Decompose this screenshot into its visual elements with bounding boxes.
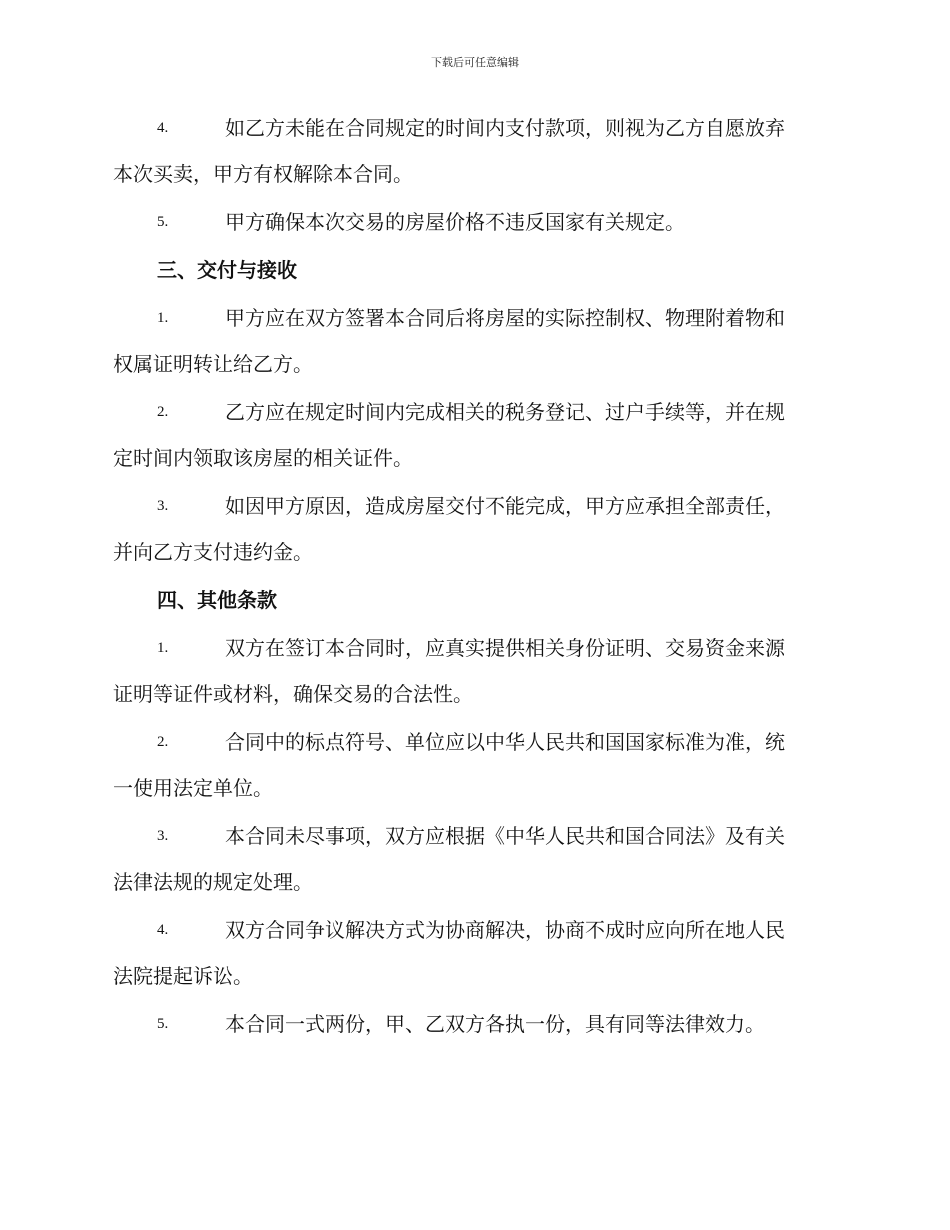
clause-text: 甲方应在双方签署本合同后将房屋的实际控制权、物理附着物和 bbox=[225, 306, 785, 330]
clause-item bbox=[113, 916, 838, 990]
clause-text: 合同中的标点符号、单位应以中华人民共和国国家标准为准，统 bbox=[225, 730, 785, 754]
clause-continuation-line: 权属证明转让给乙方。 bbox=[113, 352, 313, 376]
clause-number: 3. bbox=[157, 828, 169, 844]
clause-line bbox=[113, 304, 838, 332]
clause-continuation-line: 一使用法定单位。 bbox=[113, 776, 273, 800]
clause-number: 5. bbox=[157, 1016, 169, 1032]
clause-line bbox=[113, 916, 838, 944]
clause-line bbox=[113, 728, 838, 756]
clause-number: 2. bbox=[157, 734, 169, 750]
clause-text: 甲方确保本次交易的房屋价格不违反国家有关规定。 bbox=[225, 210, 685, 234]
clause-continuation-line: 法律法规的规定处理。 bbox=[113, 870, 313, 894]
clause-continuation-line: 法院提起诉讼。 bbox=[113, 964, 253, 988]
clause-number: 3. bbox=[157, 498, 169, 514]
clause-line bbox=[113, 208, 838, 236]
clause-line bbox=[113, 634, 838, 662]
clause-number: 1. bbox=[157, 640, 169, 656]
clause-line bbox=[113, 1010, 838, 1038]
clause-line bbox=[113, 114, 838, 142]
clause-number: 1. bbox=[157, 310, 169, 326]
document-body bbox=[113, 114, 838, 1058]
page-header-note: 下载后可任意编辑 bbox=[431, 56, 519, 69]
clause-continuation-line: 并向乙方支付违约金。 bbox=[113, 540, 313, 564]
clause-continuation-line: 本次买卖，甲方有权解除本合同。 bbox=[113, 162, 413, 186]
clause-continuation-line: 证明等证件或材料，确保交易的合法性。 bbox=[113, 682, 473, 706]
clause-line bbox=[113, 822, 838, 850]
clause-item bbox=[113, 398, 838, 472]
clause-line bbox=[113, 492, 838, 520]
clause-text: 如乙方未能在合同规定的时间内支付款项，则视为乙方自愿放弃 bbox=[225, 116, 785, 140]
clause-number: 4. bbox=[157, 120, 169, 136]
clause-item bbox=[113, 822, 838, 896]
clause-text: 如因甲方原因，造成房屋交付不能完成，甲方应承担全部责任， bbox=[225, 494, 785, 518]
clause-item bbox=[113, 208, 838, 236]
clause-item bbox=[113, 728, 838, 802]
clause-number: 5. bbox=[157, 214, 169, 230]
clause-text: 双方在签订本合同时，应真实提供相关身份证明、交易资金来源 bbox=[225, 636, 785, 660]
clause-item bbox=[113, 492, 838, 566]
clause-item bbox=[113, 304, 838, 378]
clause-text: 本合同一式两份，甲、乙双方各执一份，具有同等法律效力。 bbox=[225, 1012, 765, 1036]
clause-item bbox=[113, 1010, 838, 1038]
section-heading: 三、交付与接收 bbox=[157, 258, 297, 282]
clause-number: 2. bbox=[157, 404, 169, 420]
clause-item bbox=[113, 114, 838, 188]
clause-text: 乙方应在规定时间内完成相关的税务登记、过户手续等，并在规 bbox=[225, 400, 785, 424]
clause-text: 双方合同争议解决方式为协商解决，协商不成时应向所在地人民 bbox=[225, 918, 785, 942]
section-heading: 四、其他条款 bbox=[157, 588, 277, 612]
clause-text: 本合同未尽事项，双方应根据《中华人民共和国合同法》及有关 bbox=[225, 824, 785, 848]
clause-item bbox=[113, 634, 838, 708]
clause-number: 4. bbox=[157, 922, 169, 938]
clause-line bbox=[113, 398, 838, 426]
clause-continuation-line: 定时间内领取该房屋的相关证件。 bbox=[113, 446, 413, 470]
